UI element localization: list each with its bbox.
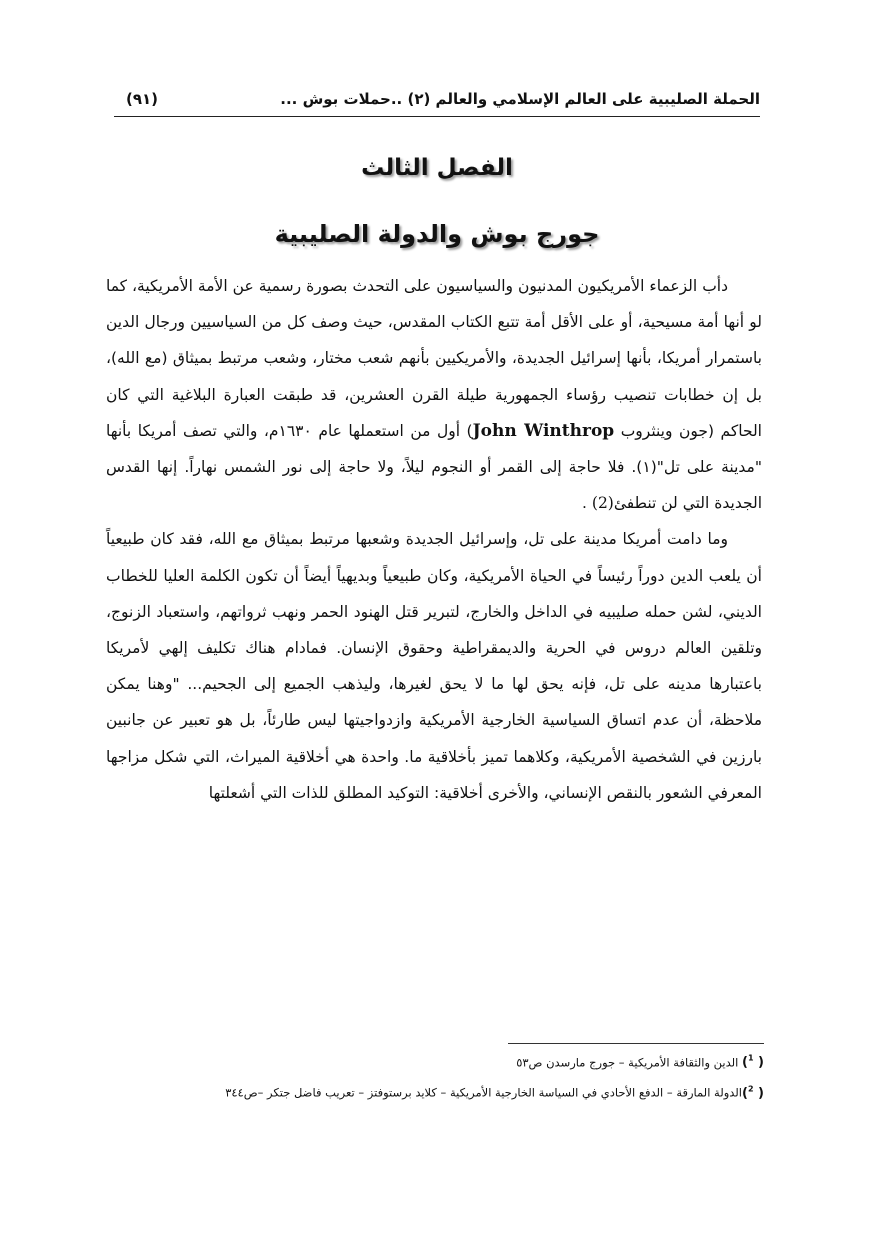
footnote-separator: [508, 1043, 764, 1044]
person-name-latin: John Winthrop: [472, 420, 615, 441]
footnote-2-open-paren: (: [753, 1085, 764, 1101]
footnote-2-close-paren: ): [742, 1085, 748, 1101]
footnote-1-number: 1: [747, 1054, 754, 1063]
paragraph-1: [106, 268, 762, 521]
footnote-1-open-paren: (: [753, 1055, 764, 1071]
footnotes: [106, 1046, 764, 1107]
footnote-2-number: 2: [747, 1084, 754, 1094]
footnote-1-mark: [742, 1055, 764, 1070]
footnote-2: [106, 1076, 764, 1106]
footnote-2-text: الدولة المارقة – الدفع الأحادي في السياسة الخارجية الأمريكية – كلايد برستوفتز – تعريب فاضل جتكر –ص٣٤٤: [225, 1085, 742, 1100]
header-title: الحملة الصليبية على العالم الإسلامي والعالم (٢) ..حملات بوش ...: [280, 90, 760, 108]
footnote-1-text: الدين والثقافة الأمريكية – جورج مارسدن ص٥٣: [516, 1055, 742, 1070]
body-text: [106, 268, 762, 811]
paragraph-2: وما دامت أمريكا مدينة على تل، وإسرائيل الجديدة وشعبها مرتبط بميثاق مع الله، فقد كان طبيعياً أن يلعب الدين دوراً رئيساً في الحياة الأمريكية، وكان طبيعياً وبديهياً أيضاً أن تكون الكلمة العليا للخطاب الديني، لشن حمله صليبيه في الداخل والخارج، لتبرير قتل الهنود الحمر ونهب ثرواتهم، واستعباد الزنوج، وتلقين العالم دروس في الحرية والديمقراطية وحقوق الإنسان. فمادام هناك تكليف إلهي لأمريكا باعتبارها مدينه على تل، فإنه يحق لها ما لا يحق لغيرها، وليذهب الجميع إلى الجحيم... "وهنا يمكن ملاحظة، أن عدم اتساق السياسية الخارجية الأمريكية وازدواجيتها ليس طارئاً، بل هو تعبير عن جانبين بارزين في الشخصية الأمريكية، وكلاهما تميز بأخلاقية ما. واحدة هي أخلاقية الميراث، التي شكل مزاجها المعرفي الشعور بالنقص الإنساني، والأخرى أخلاقية: التوكيد المطلق للذات التي أشعلتها: [106, 530, 762, 802]
paragraph-1-part-a: دأب الزعماء الأمريكيون المدنيون والسياسيون على التحدث بصورة رسمية عن الأمة الأمريكية، كما لو أنها أمة مسيحية، أو على الأقل أمة تتبع الكتاب المقدس، حيث وصف كل من السياسيين ورجال الدين باستمرار أمريكا، بأنها إسرائيل الجديدة، والأمريكيين بأنهم شعب مختار، وشعب مرتبط بميثاق (مع الله)، بل إن خطابات تنصيب رؤساء الجمهورية طيلة القرن العشرين، قد طبقت العبارة البلاغية التي كان الحاكم (جون وينثروب: [106, 277, 762, 440]
page-number: (٩١): [126, 90, 159, 108]
footnote-1: [106, 1046, 764, 1076]
paragraph-1-end: .: [582, 494, 592, 513]
chapter-label: الفصل الثالث: [361, 155, 513, 181]
footnote-ref-2: (2): [591, 494, 614, 513]
paragraph-1-part-b: ) أول من استعملها عام ١٦٣٠م، والتي تصف أمريكا بأنها "مدينة على تل"(١). فلا حاجة إلى القمر أو النجوم ليلاً، ولا حاجة إلى نور الشمس نهاراً. إنها القدس الجديدة التي لن تنطفئ: [106, 421, 762, 513]
chapter-title: جورج بوش والدولة الصليبية: [274, 220, 600, 248]
running-header: [114, 90, 760, 117]
footnote-2-mark: [742, 1086, 764, 1101]
footnote-1-close-paren: ): [742, 1055, 748, 1071]
